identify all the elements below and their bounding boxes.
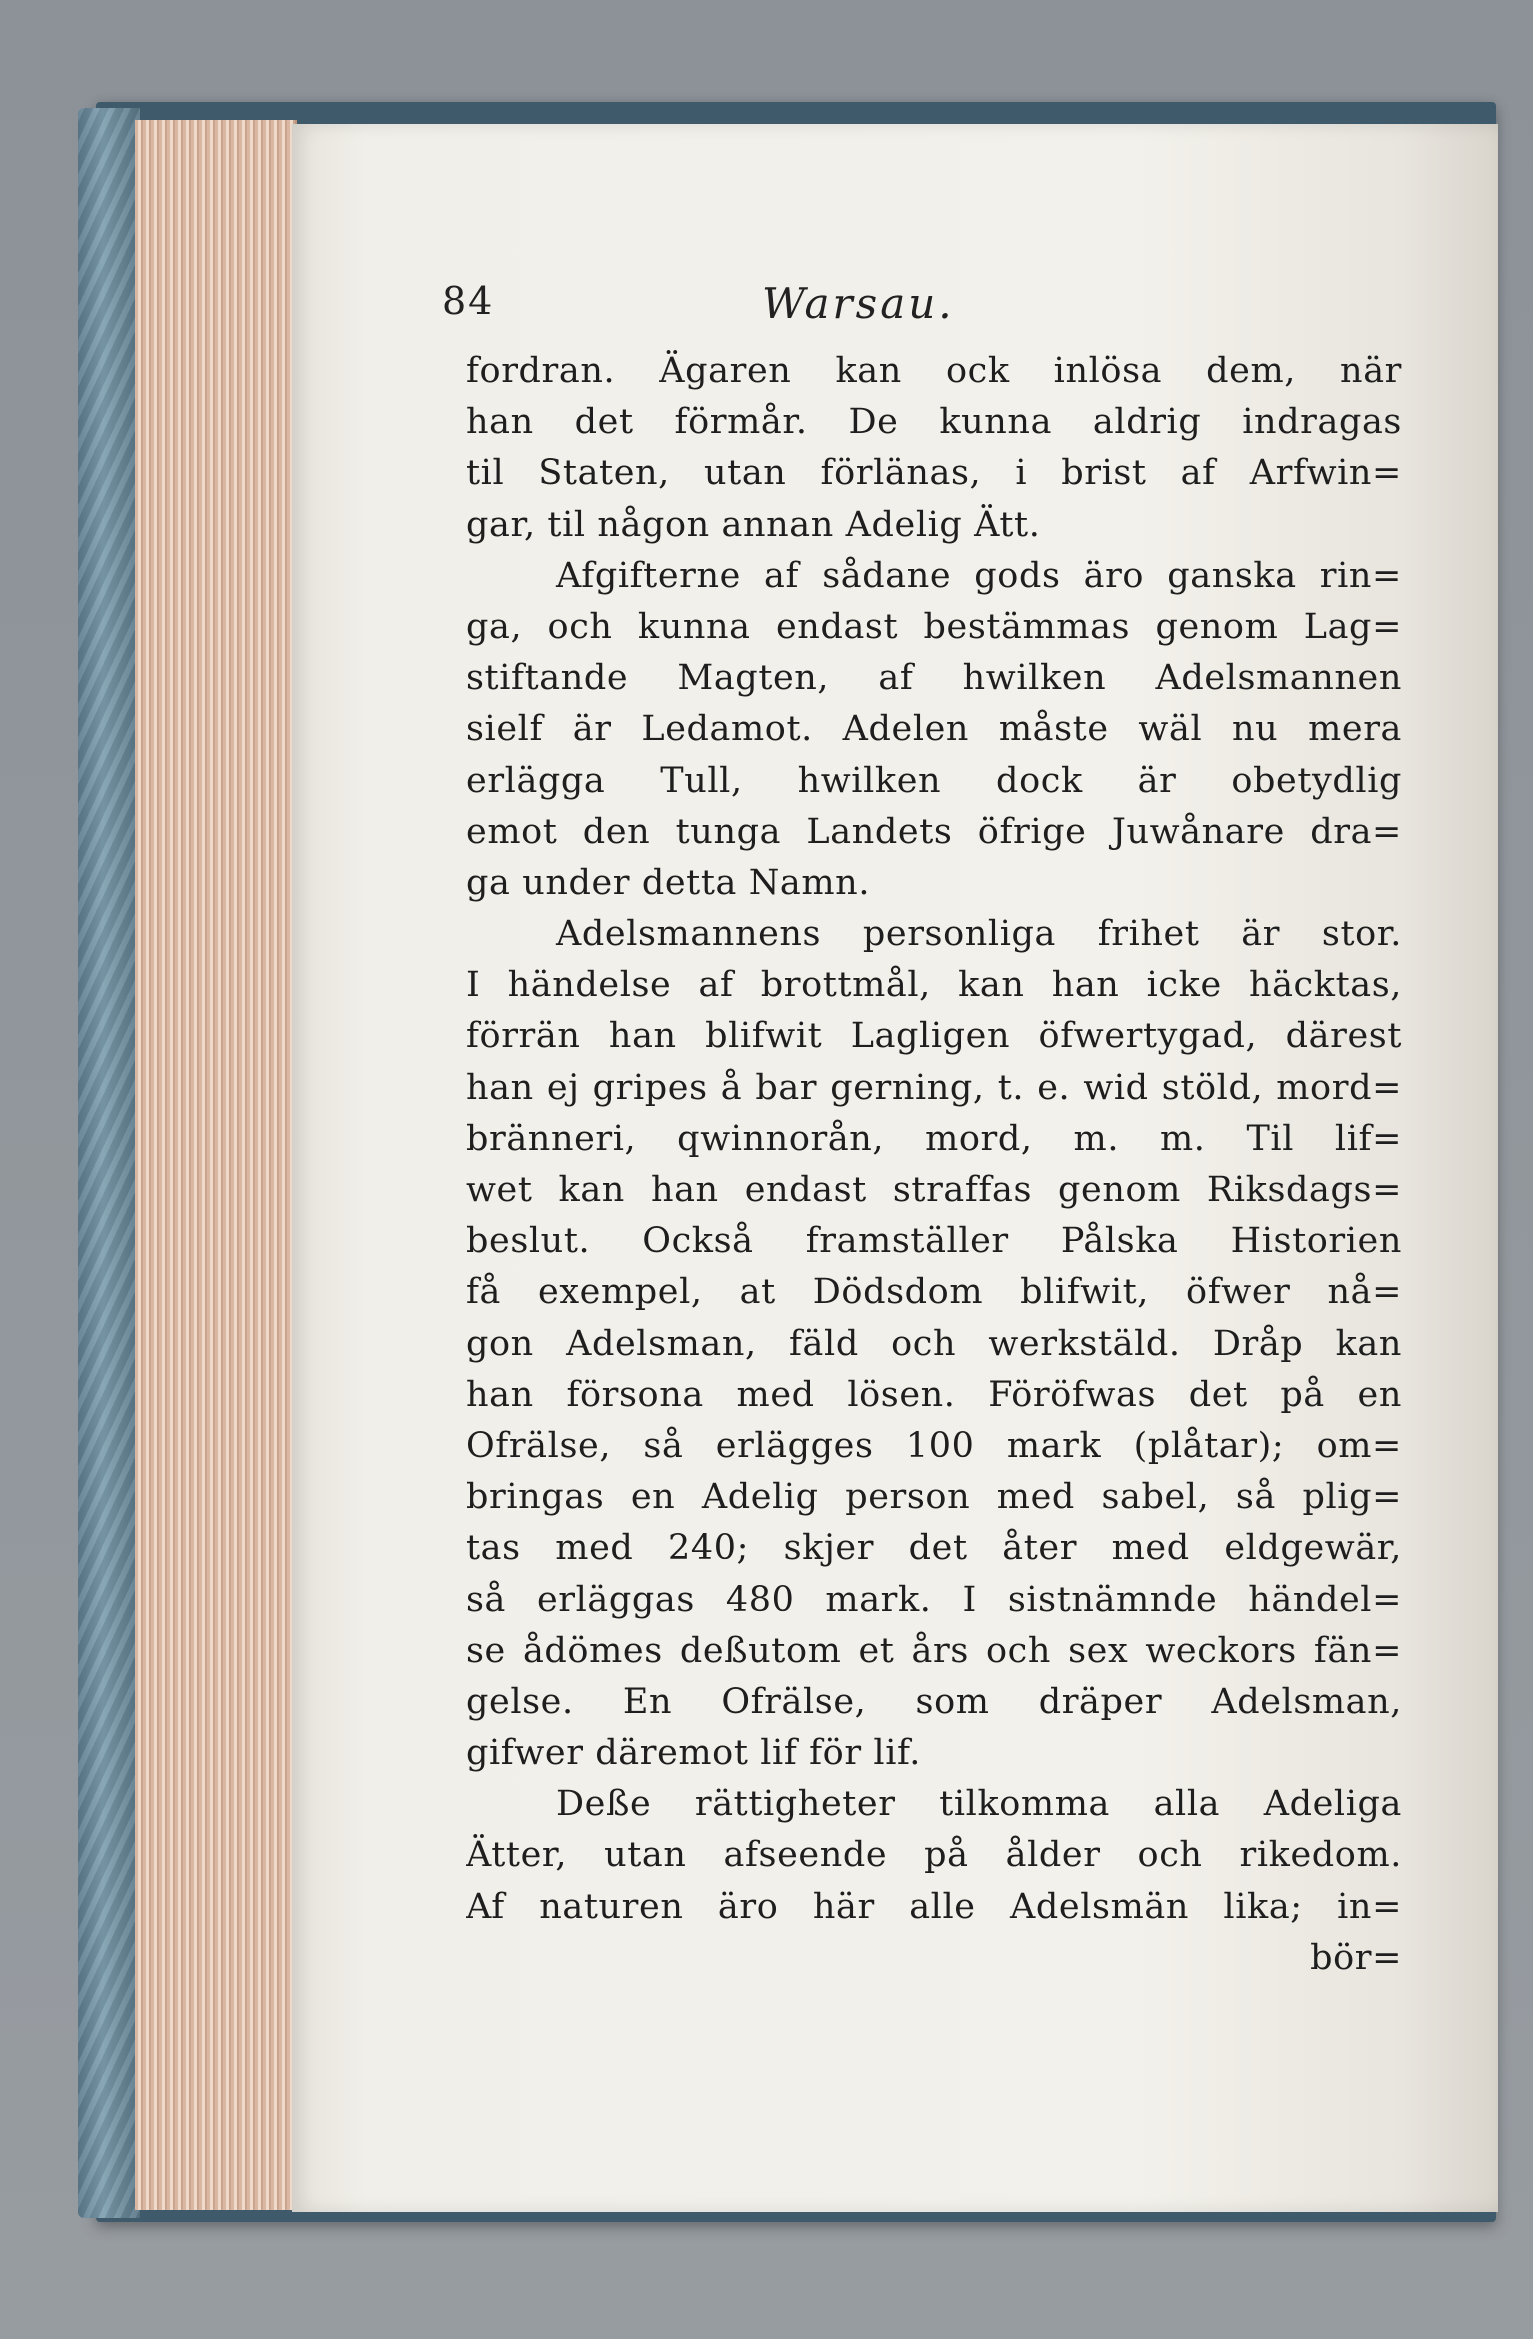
text-line: Ofrälse, så erlägges 100 mark (plåtar); om= — [466, 1425, 1402, 1466]
text-line: bränneri, qwinnorån, mord, m. m. Til lif= — [466, 1118, 1402, 1159]
text-line: stiftande Magten, af hwilken Adelsmannen — [466, 658, 1402, 699]
text-line: gelse. En Ofrälse, som dräper Adelsman, — [466, 1681, 1402, 1722]
text-line: Deße rättigheter tilkomma alla Adeliga — [556, 1784, 1402, 1825]
running-head: Warsau. — [762, 279, 955, 328]
page-header — [442, 279, 1348, 339]
text-line: förrän han blifwit Lagligen öfwertygad, därest — [466, 1016, 1402, 1057]
text-line: ga under detta Namn. — [466, 862, 871, 903]
page-edges — [135, 120, 297, 2210]
text-line: emot den tunga Landets öfrige Juwånare dra= — [466, 811, 1402, 852]
text-line: gon Adelsman, fäld och werkstäld. Dråp kan — [466, 1323, 1402, 1364]
book-page — [292, 124, 1498, 2212]
text-line: I händelse af brottmål, kan han icke häcktas, — [466, 965, 1402, 1006]
text-line: Afgifterne af sådane gods äro ganska rin= — [556, 555, 1402, 596]
text-line: han det förmår. De kunna aldrig indragas — [466, 402, 1402, 443]
text-line: gifwer däremot lif för lif. — [466, 1733, 922, 1774]
text-line: Ätter, utan afseende på ålder och rikedom. — [466, 1835, 1402, 1876]
text-line: til Staten, utan förlänas, i brist af Arfwin= — [466, 453, 1402, 494]
text-line: Af naturen äro här alle Adelsmän lika; in= — [466, 1886, 1402, 1927]
catchword: bör= — [1310, 1937, 1402, 1978]
text-line: sielf är Ledamot. Adelen måste wäl nu mera — [466, 709, 1402, 750]
page-number: 84 — [442, 279, 495, 323]
text-line: se ådömes deßutom et års och sex weckors fän= — [466, 1630, 1402, 1671]
text-line: Adelsmannens personliga frihet är stor. — [556, 914, 1402, 955]
text-line: han ej gripes å bar gerning, t. e. wid stöld, mord= — [466, 1067, 1402, 1108]
text-line: wet kan han endast straffas genom Riksdags= — [466, 1170, 1402, 1210]
text-line: ga, och kunna endast bestämmas genom Lag= — [466, 606, 1402, 647]
marbled-spine — [78, 108, 140, 2218]
text-line: få exempel, at Dödsdom blifwit, öfwer nå= — [466, 1272, 1402, 1313]
body-text — [466, 346, 1402, 1984]
text-line: gar, til någon annan Adelig Ätt. — [466, 504, 1041, 545]
text-line: tas med 240; skjer det åter med eldgewär, — [466, 1528, 1402, 1569]
text-line: bringas en Adelig person med sabel, så plig= — [466, 1477, 1402, 1518]
text-line: så erläggas 480 mark. I sistnämnde händel= — [466, 1579, 1402, 1620]
text-line: han försona med lösen. Föröfwas det på en — [466, 1374, 1402, 1415]
text-line: erlägga Tull, hwilken dock är obetydlig — [466, 760, 1402, 801]
text-line: fordran. Ägaren kan ock inlösa dem, när — [466, 351, 1402, 391]
text-line: beslut. Också framställer Pålska Historien — [466, 1221, 1402, 1262]
